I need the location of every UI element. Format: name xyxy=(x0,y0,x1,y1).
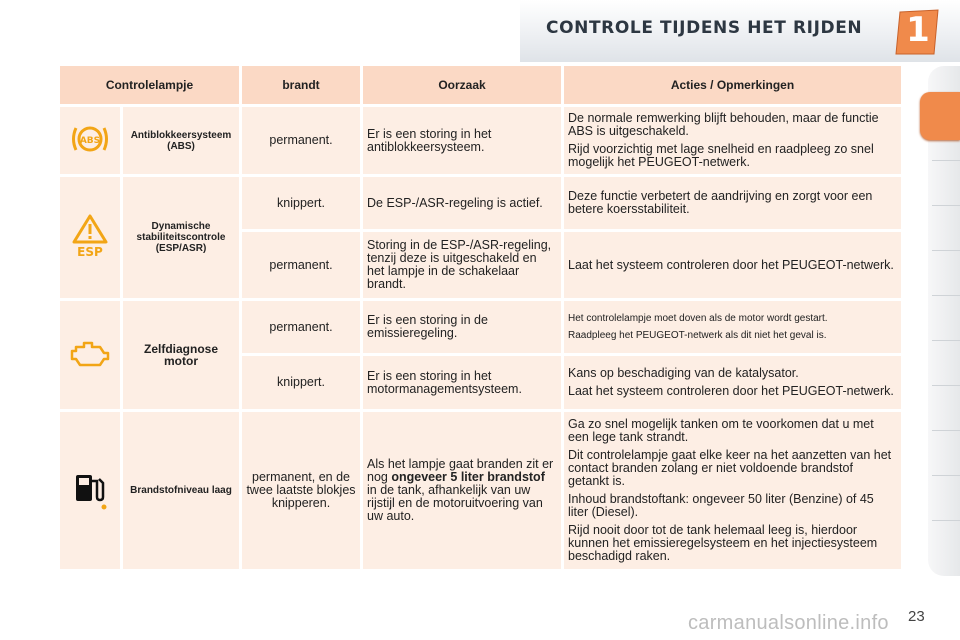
brandt-cell: knippert. xyxy=(242,177,360,229)
abs-icon xyxy=(60,107,120,174)
esp-icon xyxy=(60,177,120,298)
chapter-tab[interactable] xyxy=(932,385,960,414)
lamp-name-fuel: Brandstofniveau laag xyxy=(123,412,239,569)
cause-cell: De ESP-/ASR-regeling is actief. xyxy=(363,177,561,229)
actions-cell: Laat het systeem controleren door het PEUGEOT-netwerk. xyxy=(564,232,901,298)
action-text: Dit controlelampje gaat elke keer na het aanzetten van het contact branden zolang er niet voldoende brandstof getankt is. xyxy=(568,448,892,488)
fuel-pump-icon xyxy=(60,412,120,569)
cause-text-bold: ongeveer 5 liter brandstof xyxy=(391,470,545,484)
chapter-tab[interactable] xyxy=(932,430,960,459)
table-header-row xyxy=(60,66,901,104)
cause-cell: Er is een storing in het motormanagementsysteem. xyxy=(363,356,561,409)
chapter-number: 1 xyxy=(906,10,930,50)
actions-cell xyxy=(564,356,901,409)
engine-icon xyxy=(60,301,120,409)
brandt-cell: permanent. xyxy=(242,232,360,298)
cause-text: in de tank, afhankelijk van uw rijstijl en de motoruitvoering van uw auto. xyxy=(367,483,543,523)
cause-cell xyxy=(363,412,561,569)
chapter-tab[interactable] xyxy=(932,520,960,549)
action-text: Laat het systeem controleren door het PEUGEOT-netwerk. xyxy=(568,384,894,398)
actions-cell xyxy=(564,107,901,174)
actions-cell xyxy=(564,412,901,569)
action-text: Ga zo snel mogelijk tanken om te voorkomen dat u met een lege tank strandt. xyxy=(568,417,874,444)
table-row xyxy=(60,412,901,569)
warning-lights-table xyxy=(57,63,904,572)
col-header-brandt: brandt xyxy=(242,66,360,104)
chapter-tab[interactable] xyxy=(932,160,960,189)
actions-cell xyxy=(564,301,901,353)
cause-cell: Er is een storing in de emissieregeling. xyxy=(363,301,561,353)
action-text: De normale remwerking blijft behouden, maar de functie ABS is uitgeschakeld. xyxy=(568,111,879,138)
actions-cell: Deze functie verbetert de aandrijving en zorgt voor een betere koersstabiliteit. xyxy=(564,177,901,229)
action-text: Inhoud brandstoftank: ongeveer 50 liter (Benzine) of 45 liter (Diesel). xyxy=(568,492,874,519)
chapter-tab-active[interactable] xyxy=(920,92,960,140)
col-header-lamp: Controlelampje xyxy=(60,66,239,104)
table-row xyxy=(60,177,901,229)
brandt-cell: knippert. xyxy=(242,356,360,409)
cause-text: Als het lampje gaat branden zit er nog xyxy=(367,457,554,484)
chapter-tab[interactable] xyxy=(932,475,960,504)
chapter-tab[interactable] xyxy=(932,205,960,234)
action-text: Raadpleeg het PEUGEOT-netwerk als dit niet het geval is. xyxy=(568,329,827,341)
chapter-tab[interactable] xyxy=(932,250,960,279)
watermark: carmanualsonline.info xyxy=(688,612,889,634)
action-text: Rijd voorzichtig met lage snelheid en raadpleeg zo snel mogelijk het PEUGEOT-netwerk. xyxy=(568,142,874,169)
chapter-tab[interactable] xyxy=(932,295,960,324)
lamp-name-esp: Dynamische stabiliteitscontrole (ESP/ASR) xyxy=(123,177,239,298)
esp-icon-label: ESP xyxy=(77,245,103,258)
col-header-actions: Acties / Opmerkingen xyxy=(564,66,901,104)
chapter-tab[interactable] xyxy=(932,340,960,369)
table-row xyxy=(60,107,901,174)
lamp-name-engine: Zelfdiagnose motor xyxy=(123,301,239,409)
brandt-cell: permanent. xyxy=(242,107,360,174)
page-number: 23 xyxy=(908,608,925,625)
brandt-cell: permanent, en de twee laatste blokjes knipperen. xyxy=(242,412,360,569)
table-row xyxy=(60,301,901,353)
lamp-name-abs: Antiblokkeersysteem (ABS) xyxy=(123,107,239,174)
action-text: Kans op beschadiging van de katalysator. xyxy=(568,366,799,380)
action-text: Het controlelampje moet doven als de motor wordt gestart. xyxy=(568,312,828,324)
cause-cell: Er is een storing in het antiblokkeersysteem. xyxy=(363,107,561,174)
brandt-cell: permanent. xyxy=(242,301,360,353)
col-header-cause: Oorzaak xyxy=(363,66,561,104)
svg-text:ABS: ABS xyxy=(79,136,101,146)
cause-cell: Storing in de ESP-/ASR-regeling, tenzij deze is uitgeschakeld en het lampje in de schakelaar brandt. xyxy=(363,232,561,298)
action-text: Rijd nooit door tot de tank helemaal leeg is, hierdoor kunnen het emissieregelsysteem en het injectiesysteem beschadigd raken. xyxy=(568,523,878,563)
page-title: CONTROLE TIJDENS HET RIJDEN xyxy=(546,18,863,38)
